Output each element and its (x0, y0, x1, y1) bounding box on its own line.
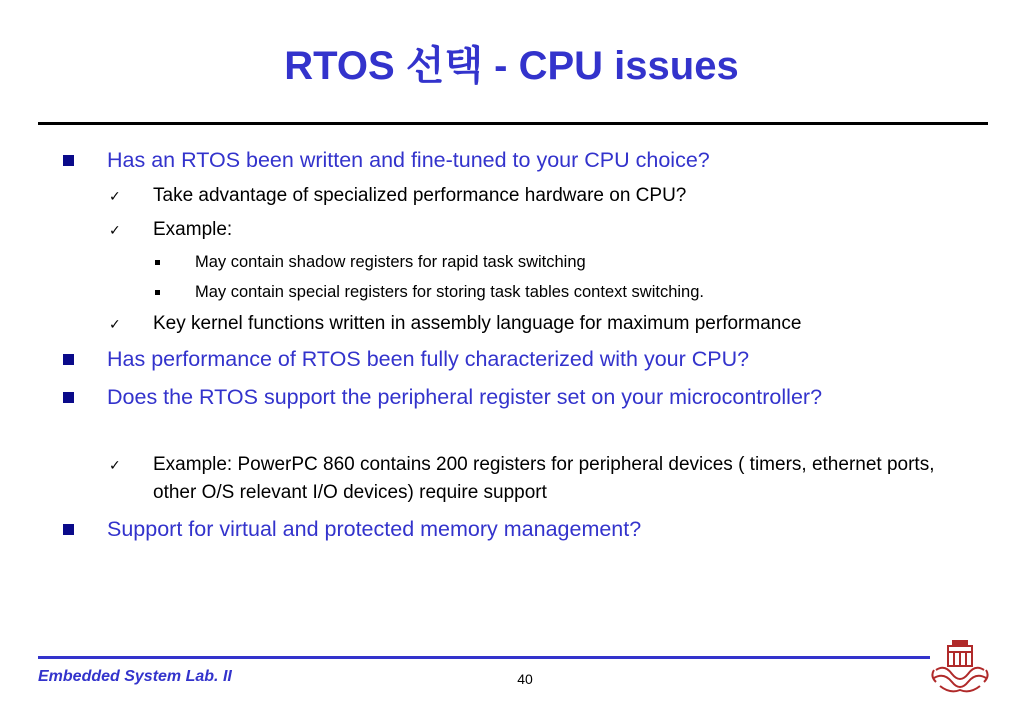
bullet-text: Has performance of RTOS been fully characterized with your CPU? (107, 347, 750, 371)
square-bullet-icon (63, 524, 74, 535)
square-bullet-icon (63, 155, 74, 166)
checkmark-icon: ✓ (109, 457, 121, 473)
square-bullet-icon (63, 354, 74, 365)
sub-sub-bullet-item (195, 280, 895, 304)
page-number: 40 (517, 671, 533, 687)
bullet-item (107, 344, 867, 375)
checkmark-icon: ✓ (109, 316, 121, 332)
sub-bullet-text: Example: (153, 219, 233, 240)
footer-divider (38, 656, 930, 659)
bullet-text: Support for virtual and protected memory management? (107, 517, 642, 541)
sub-bullet-item (109, 451, 973, 507)
sub-bullet-item (109, 310, 973, 338)
sub-sub-bullet-item (195, 250, 895, 274)
sub-bullet-item (109, 182, 973, 210)
slide-title: RTOS 선택 - CPU issues (284, 44, 739, 88)
sub-bullet-text: Take advantage of specialized performance hardware on CPU? (153, 185, 687, 206)
sub-bullet-item (109, 216, 973, 244)
small-square-bullet-icon (155, 260, 160, 265)
bullet-text: Does the RTOS support the peripheral register set on your microcontroller? (107, 385, 823, 409)
sub-bullet-text: Example: PowerPC 860 contains 200 registers for peripheral devices ( timers, ethernet ports, other O/S relevant I/O devices) require support (153, 454, 935, 503)
footer-lab-name: Embedded System Lab. II (38, 668, 232, 685)
bullet-item (107, 514, 867, 545)
bullet-item (107, 382, 827, 413)
sub-sub-bullet-text: May contain shadow registers for rapid task switching (195, 253, 586, 271)
small-square-bullet-icon (155, 290, 160, 295)
square-bullet-icon (63, 392, 74, 403)
sub-sub-bullet-text: May contain special registers for storing task tables context switching. (195, 283, 704, 301)
sub-bullet-text: Key kernel functions written in assembly language for maximum performance (153, 313, 802, 334)
checkmark-icon: ✓ (109, 222, 121, 238)
bullet-item (107, 145, 867, 176)
checkmark-icon: ✓ (109, 188, 121, 204)
bullet-text: Has an RTOS been written and fine-tuned to your CPU choice? (107, 148, 710, 172)
university-emblem-icon (930, 640, 990, 698)
